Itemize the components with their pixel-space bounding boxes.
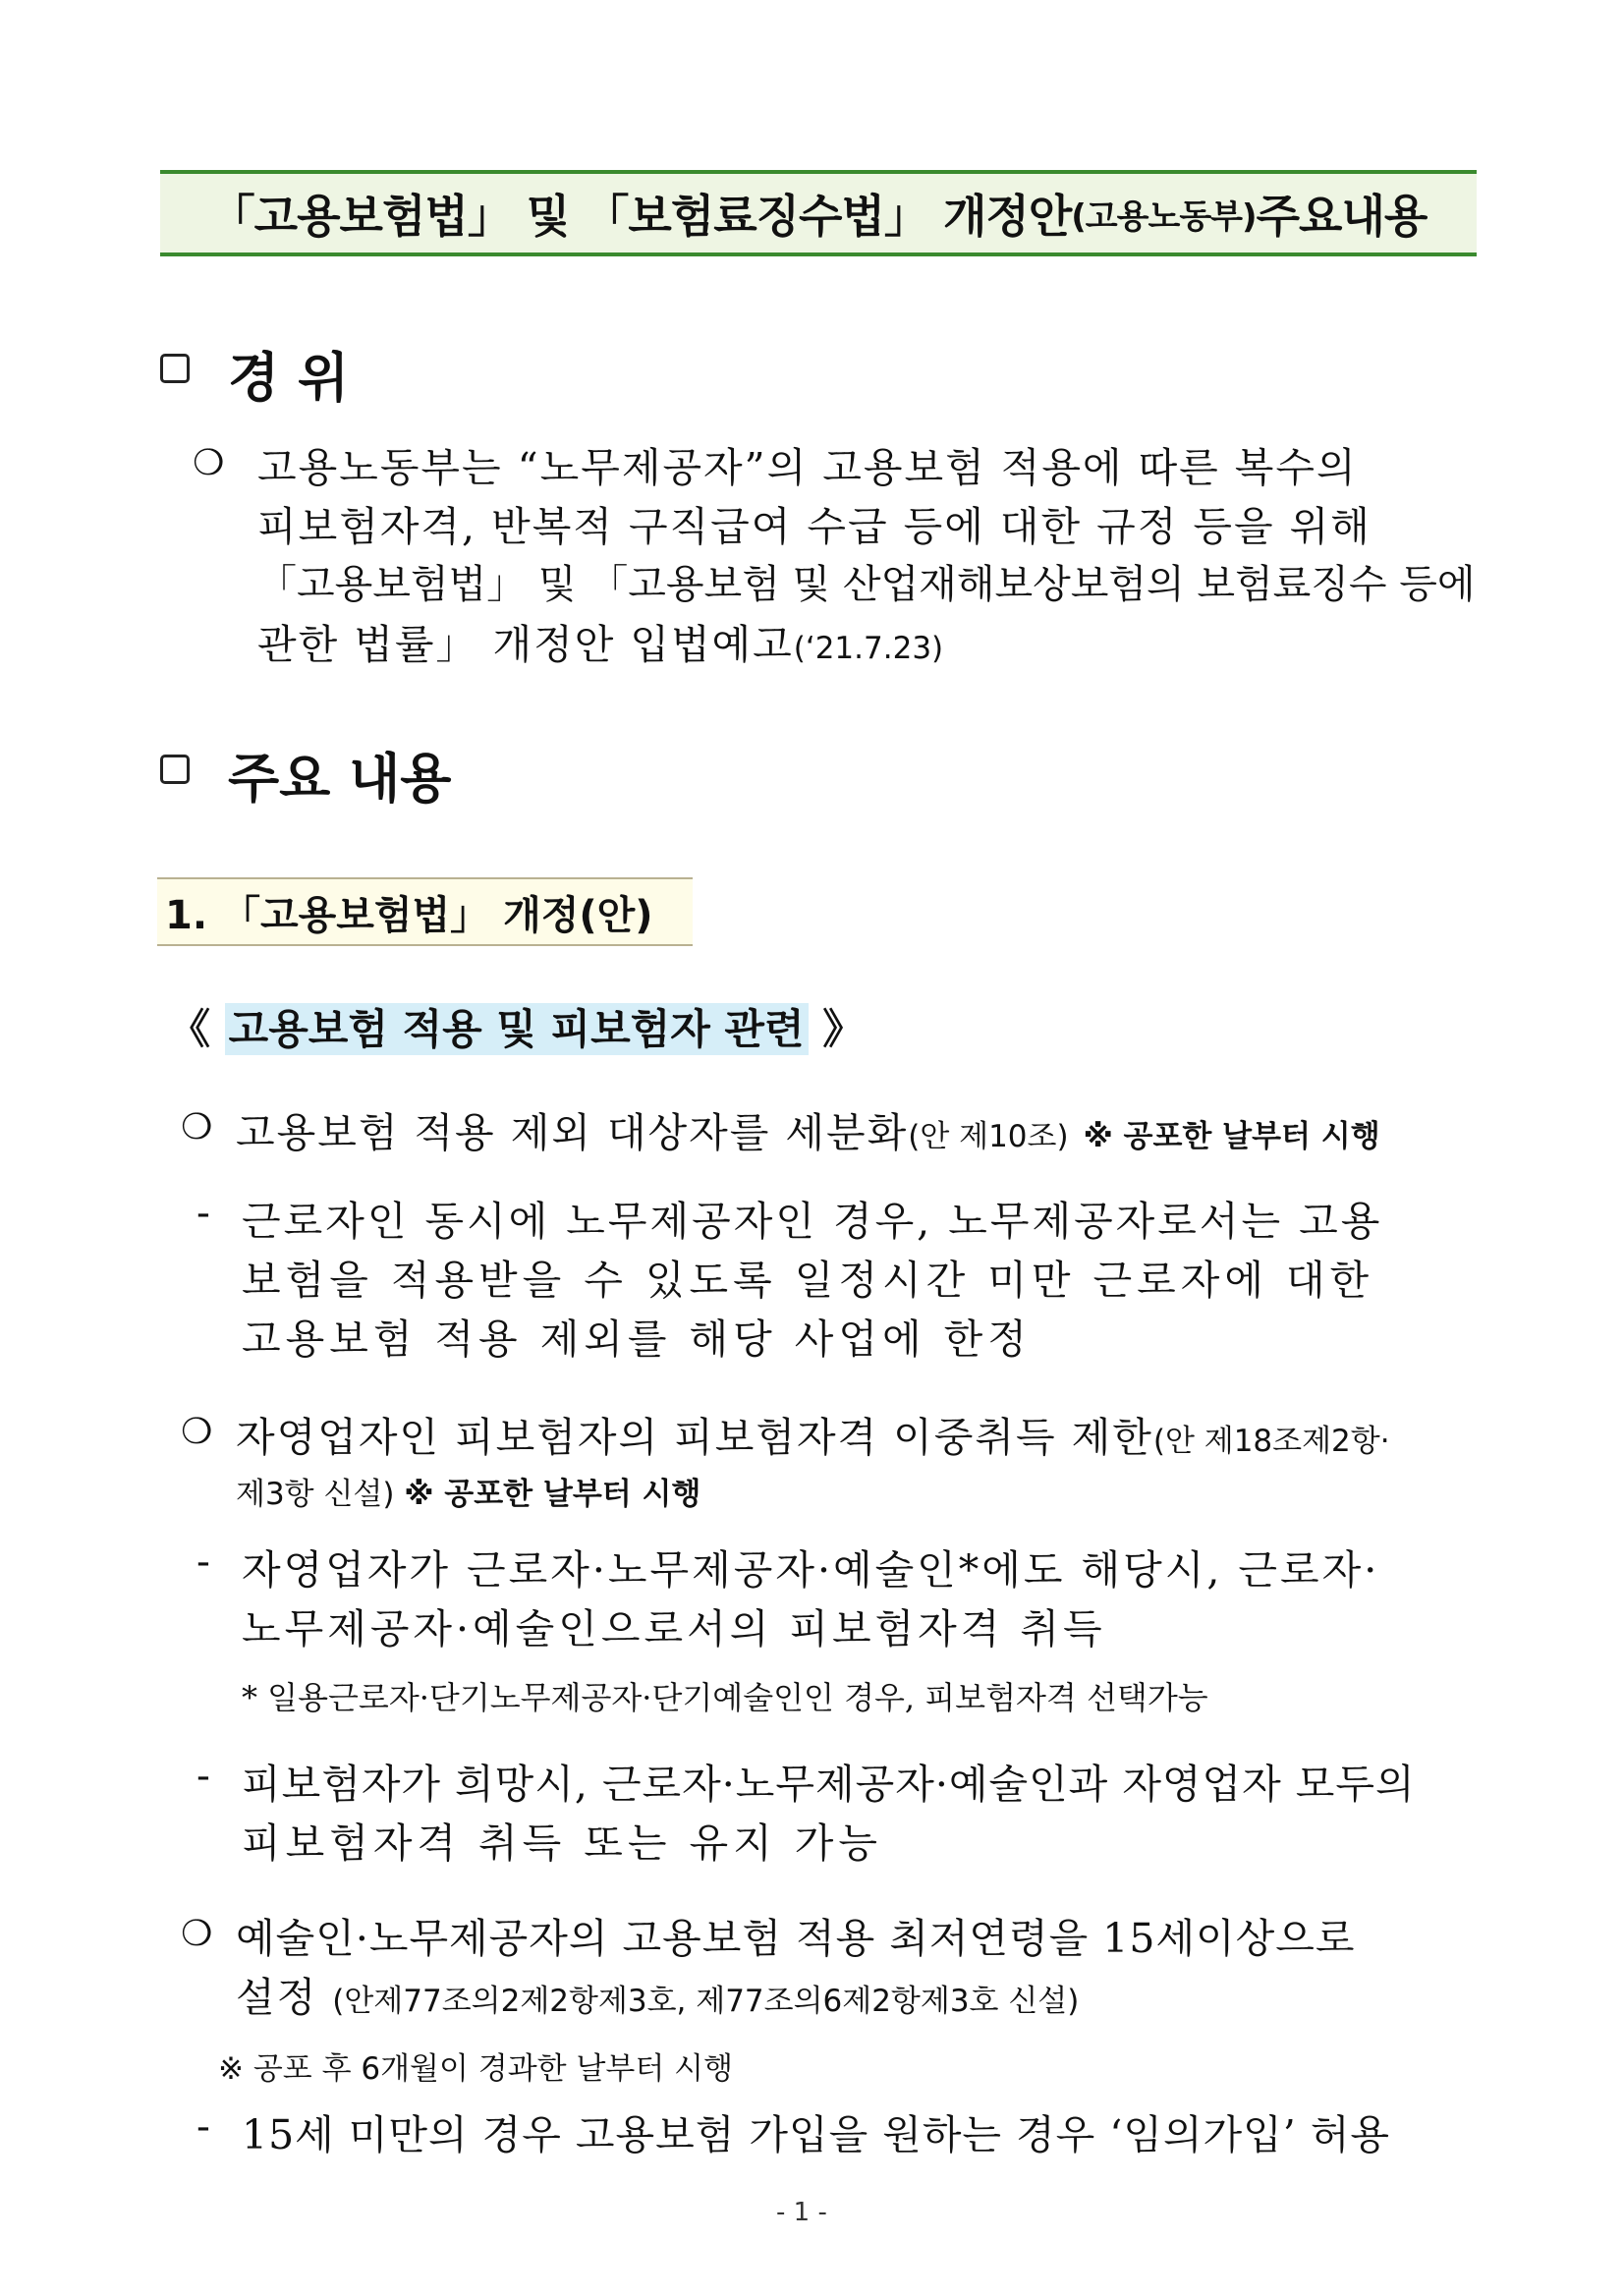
background-line-2: 피보험자격, 반복적 구직급여 수급 등에 대한 규정 등을 위해 [257, 503, 1372, 550]
item3-text: 예술인·노무제공자의 고용보험 적용 최저연령을 15세이상으로 [236, 1915, 1356, 1962]
checkbox-square-icon-2 [160, 755, 190, 784]
item2-ref2: 제3항 신설) [236, 1477, 395, 1512]
circle-bullet-icon-item1: ❍ [181, 1107, 213, 1148]
item2-dash-2: - [196, 1752, 212, 1799]
circle-bullet-icon: ❍ [193, 443, 225, 483]
document-title [160, 170, 1477, 256]
item3-ref: (안제77조의2제2항제3호, 제77조의6제2항제3호 신설) [332, 1984, 1080, 2019]
page-number: - 1 - [776, 2198, 827, 2227]
checkbox-square-icon [160, 354, 190, 383]
item3-text2: 설정 [236, 1974, 318, 2021]
item1-ref: (안 제10조) [908, 1119, 1069, 1154]
topic-heading [169, 997, 864, 1056]
title-ministry: (고용노동부) [1071, 196, 1257, 237]
section-heading-main: 주요 내용 [228, 748, 452, 810]
item1-text: 고용보험 적용 제외 대상자를 세분화 [236, 1109, 909, 1156]
item2-line [236, 1405, 1390, 1463]
title-main-suffix: 주요내용 [1256, 190, 1428, 243]
background-line-1: 고용노동부는 “노무제공자”의 고용보험 적용에 따른 복수의 [257, 444, 1358, 491]
item3-line-2 [236, 1965, 1079, 2023]
subsection-title: 1. 「고용보험법」 개정(안) [157, 877, 693, 946]
title-main-prefix: 「고용보험법」 및 「보험료징수법」 개정안 [209, 190, 1072, 243]
item1-sub-line-1: 근로자인 동시에 노무제공자인 경우, 노무제공자로서는 고용 [242, 1198, 1383, 1245]
background-line-4: 관한 법률」 개정안 입법예고 [257, 621, 794, 668]
section-heading-background: 경 위 [228, 347, 350, 409]
item2-sub2-line-2: 피보험자격 취득 또는 유지 가능 [242, 1820, 883, 1867]
item1-line [236, 1100, 1380, 1158]
item1-sub-line-2: 보험을 적용받을 수 있도록 일정시간 미만 근로자에 대한 [242, 1257, 1374, 1304]
topic-close-bracket: 》 [822, 1005, 865, 1053]
background-line-3: 「고용보험법」 및 「고용보험 및 산업재해보상보험의 보험료징수 등에 [257, 562, 1476, 607]
circle-bullet-icon-item2: ❍ [181, 1412, 213, 1452]
circle-bullet-icon-item3: ❍ [181, 1914, 213, 1954]
item2-note: ※ 공포한 날부터 시행 [404, 1477, 701, 1512]
item2-line-2 [236, 1469, 700, 1513]
background-line-4-wrap [257, 612, 943, 670]
item2-ref: (안 제18조제2항· [1152, 1424, 1390, 1459]
item2-dash-1: - [196, 1538, 212, 1585]
background-date-ref: (‘21.7.23) [793, 631, 944, 666]
topic-open-bracket: 《 [169, 1005, 211, 1053]
item2-sub2-line-1: 피보험자가 희망시, 근로자·노무제공자·예술인과 자영업자 모두의 [242, 1761, 1416, 1808]
item2-footnote: * 일용근로자·단기노무제공자·단기예술인인 경우, 피보험자격 선택가능 [242, 1679, 1208, 1716]
item3-sub-line: 15세 미만의 경우 고용보험 가입을 원하는 경우 ‘임의가입’ 허용 [242, 2111, 1391, 2158]
item1-dash: - [196, 1189, 212, 1236]
item3-note: ※ 공포 후 6개월이 경과한 날부터 시행 [218, 2051, 734, 2087]
item2-text: 자영업자인 피보험자의 피보험자격 이중취득 제한 [236, 1414, 1153, 1461]
item2-sub1-line-1: 자영업자가 근로자·노무제공자·예술인*에도 해당시, 근로자· [242, 1546, 1380, 1594]
item2-sub1-line-2: 노무제공자·예술인으로서의 피보험자격 취득 [242, 1605, 1106, 1652]
topic-text: 고용보험 적용 및 피보험자 관련 [225, 1003, 809, 1055]
item1-note: ※ 공포한 날부터 시행 [1083, 1119, 1380, 1154]
item1-sub-line-3: 고용보험 적용 제외를 해당 사업에 한정 [242, 1316, 1032, 1363]
item3-dash: - [196, 2102, 212, 2150]
